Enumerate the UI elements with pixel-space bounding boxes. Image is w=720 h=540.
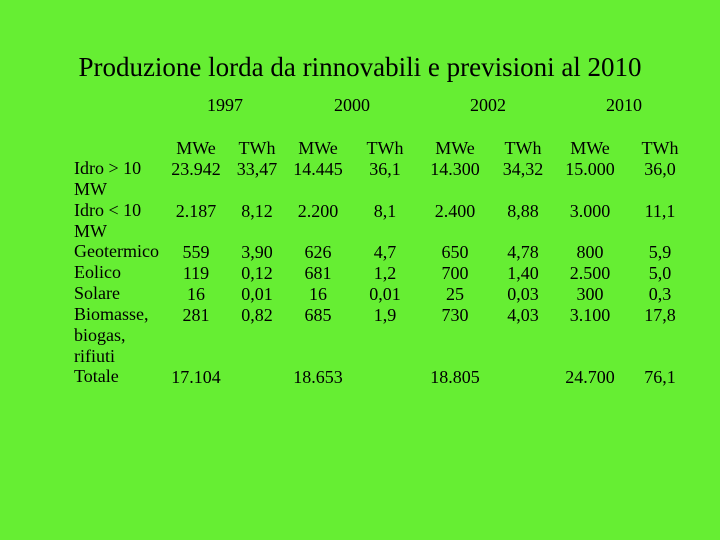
table-cell: 650	[441, 242, 469, 262]
table-cell: 5,9	[648, 242, 672, 262]
table-cell: 3.000	[569, 201, 611, 221]
row-label: Eolico	[74, 262, 121, 282]
year-header: 2002	[470, 95, 506, 115]
table-cell: 0,82	[241, 305, 273, 325]
row-label: Idro > 10 MW	[74, 158, 142, 199]
table-cell: 300	[576, 284, 604, 304]
unit-header: MWe	[435, 138, 475, 158]
table-cell: 16	[187, 284, 205, 304]
table-cell: 2.400	[434, 201, 476, 221]
table-cell: 18.653	[293, 367, 343, 387]
table-cell: 119	[182, 263, 210, 283]
unit-header: TWh	[238, 138, 276, 158]
table-cell: 1,9	[373, 305, 397, 325]
table-cell: 281	[182, 305, 210, 325]
row-label: Solare	[74, 283, 120, 303]
table-cell: 0,01	[241, 284, 273, 304]
unit-header: TWh	[366, 138, 404, 158]
table-cell: 36,1	[369, 159, 401, 179]
unit-header: MWe	[298, 138, 338, 158]
unit-header: TWh	[504, 138, 542, 158]
table-cell: 700	[441, 263, 469, 283]
table-cell: 24.700	[565, 367, 615, 387]
table-cell: 23.942	[171, 159, 221, 179]
table-cell: 17,8	[644, 305, 676, 325]
table-cell: 76,1	[644, 367, 676, 387]
table-cell: 730	[441, 305, 469, 325]
table-cell: 14.300	[430, 159, 480, 179]
table-cell: 17.104	[171, 367, 221, 387]
table-cell: 681	[304, 263, 332, 283]
table-cell: 800	[576, 242, 604, 262]
table-cell: 16	[309, 284, 327, 304]
table-cell: 4,78	[507, 242, 539, 262]
table-cell: 1,2	[373, 263, 397, 283]
table-cell: 4,7	[373, 242, 397, 262]
unit-header: TWh	[641, 138, 679, 158]
table-cell: 8,12	[241, 201, 273, 221]
row-label: Biomasse, biogas, rifiuti	[74, 304, 149, 366]
row-label: Geotermico	[74, 241, 159, 261]
table-cell: 1,40	[507, 263, 539, 283]
table-cell: 36,0	[644, 159, 676, 179]
row-label: Idro < 10 MW	[74, 200, 142, 241]
unit-header: MWe	[176, 138, 216, 158]
table-cell: 0,3	[648, 284, 672, 304]
table-cell: 685	[304, 305, 332, 325]
table-cell: 15.000	[565, 159, 615, 179]
table-cell: 0,01	[369, 284, 401, 304]
table-cell: 8,1	[373, 201, 397, 221]
table-cell: 18.805	[430, 367, 480, 387]
table-cell: 3.100	[569, 305, 611, 325]
row-label: Totale	[74, 366, 119, 386]
table-cell: 2.187	[175, 201, 217, 221]
table-cell: 5,0	[648, 263, 672, 283]
year-header: 1997	[207, 95, 243, 115]
page-title: Produzione lorda da rinnovabili e previsioni al 2010	[78, 52, 642, 82]
table-cell: 14.445	[293, 159, 343, 179]
table-cell: 11,1	[644, 201, 676, 221]
year-header: 2010	[606, 95, 642, 115]
table-cell: 626	[304, 242, 332, 262]
table-cell: 4,03	[507, 305, 539, 325]
unit-header: MWe	[570, 138, 610, 158]
table-cell: 0,12	[241, 263, 273, 283]
table-cell: 34,32	[502, 159, 544, 179]
table-cell: 2.200	[297, 201, 339, 221]
table-cell: 2.500	[569, 263, 611, 283]
table-cell: 8,88	[507, 201, 539, 221]
year-header: 2000	[334, 95, 370, 115]
table-cell: 33,47	[236, 159, 278, 179]
table-cell: 0,03	[507, 284, 539, 304]
table-cell: 25	[446, 284, 464, 304]
table-cell: 559	[182, 242, 210, 262]
table-cell: 3,90	[241, 242, 273, 262]
